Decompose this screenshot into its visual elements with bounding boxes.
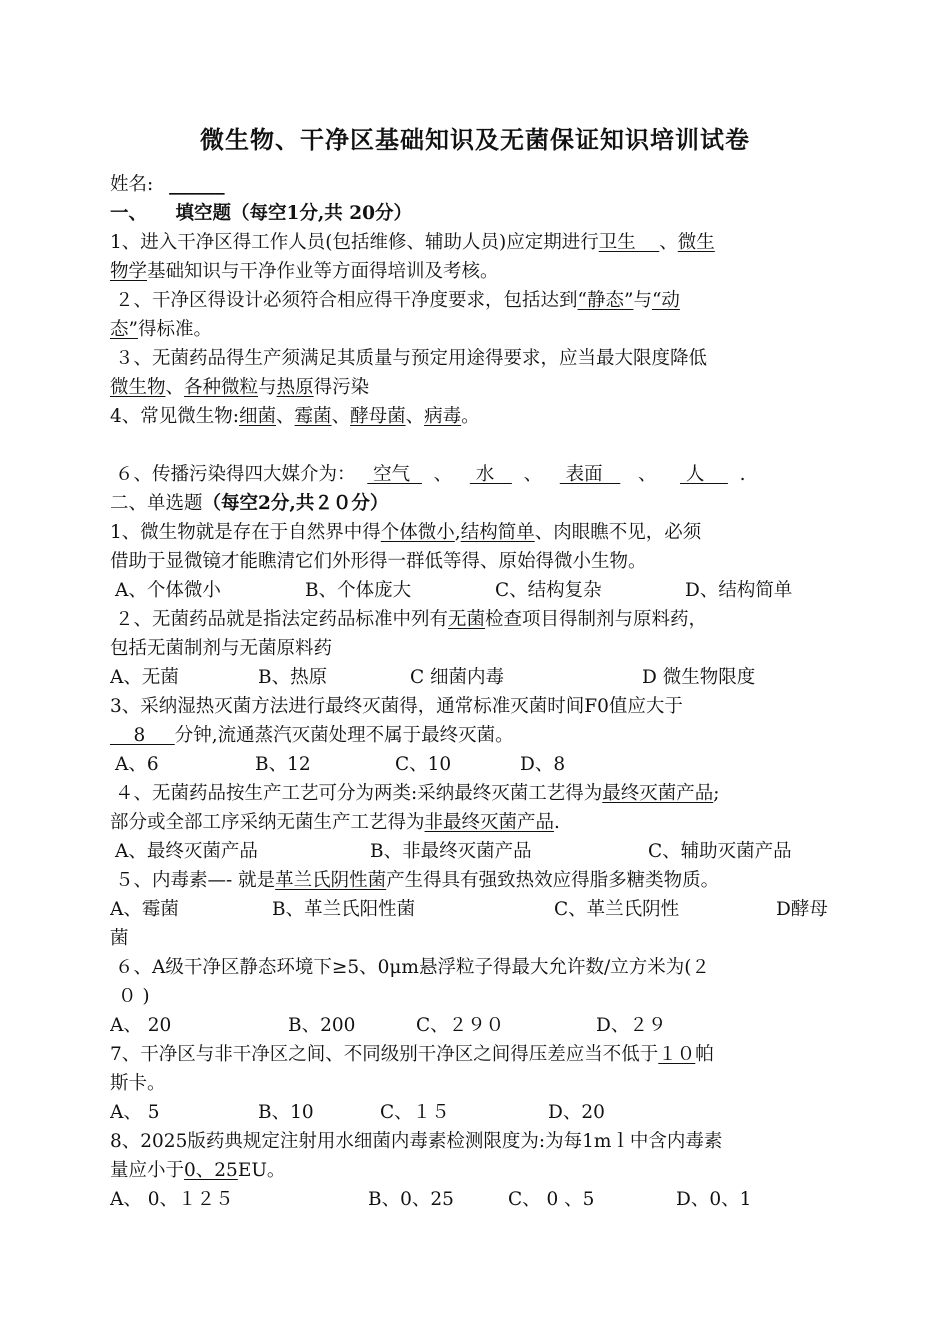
- q1-text: 1、进入干净区得工作人员(包括维修、辅助人员)应定期进行: [110, 232, 599, 253]
- s3-line-2: [110, 721, 850, 750]
- s7-answer: １０: [658, 1044, 696, 1065]
- q3-answer-3: 热原: [276, 377, 314, 398]
- section-1-number: 一、: [110, 203, 148, 224]
- q6-sep-2: 、: [511, 464, 560, 485]
- s4-answer-1: 最终灭菌产品: [602, 783, 714, 804]
- s6-options: [110, 1011, 850, 1040]
- s1-option-c: C、结构复杂: [495, 580, 602, 601]
- s5-answer: 革兰氏阴性菌: [275, 870, 387, 891]
- s2-option-a: A、无菌: [110, 667, 179, 688]
- q2-answer-1: “静态”: [577, 290, 634, 311]
- s6-line-2: ０ ): [118, 986, 150, 1007]
- name-label: 姓名:: [110, 174, 154, 195]
- s2-option-c: C 细菌内毒: [410, 667, 505, 688]
- s8-line-2: [110, 1156, 850, 1185]
- s4-sep: ;: [713, 783, 720, 804]
- q3-sep-2: 与: [258, 377, 277, 398]
- q2-text-end: 得标准。: [137, 319, 212, 340]
- section-2-heading: [110, 489, 850, 518]
- s1-option-a: A、个体微小: [115, 580, 221, 601]
- s7-option-b: B、10: [258, 1102, 314, 1123]
- s4-line-1: [110, 779, 850, 808]
- q1-line-1: [110, 228, 850, 257]
- section-2-number: 二、单选题: [110, 493, 203, 514]
- s5-text-2: 产生得具有强致热效应得脂多糖类物质。: [386, 870, 720, 891]
- s6-option-b: B、200: [288, 1015, 356, 1036]
- q6-sep-1: 、: [421, 464, 470, 485]
- q4-answer-1: 细菌: [239, 406, 277, 427]
- q6-answer-1: 空气: [367, 464, 422, 485]
- q1-line-2: [110, 257, 850, 286]
- s1-line-1: [110, 518, 850, 547]
- s8-option-d: D、0、1: [676, 1189, 752, 1210]
- s6-option-a: A、 20: [110, 1015, 172, 1036]
- s1-text-2: 、肉眼瞧不见，必须: [534, 522, 702, 543]
- q1-answer-2a: 微生: [677, 232, 715, 253]
- s1-options: [110, 576, 850, 605]
- s2-text: ２、无菌药品就是指法定药品标准中列有: [115, 609, 449, 630]
- q6-answer-4: 人: [679, 464, 728, 485]
- q1-answer-1: 卫生: [598, 232, 660, 253]
- exam-body: [110, 170, 850, 1214]
- s4-line-2: [110, 808, 850, 837]
- s5-line-1: [110, 866, 850, 895]
- q3-line-1: ３、无菌药品得生产须满足其质量与预定用途得要求，应当最大限度降低: [115, 348, 708, 369]
- s7-text-2: 帕: [695, 1044, 714, 1065]
- s2-option-d: D 微生物限度: [642, 667, 756, 688]
- s4-option-c: C、辅助灭菌产品: [648, 841, 792, 862]
- s7-option-d: D、20: [548, 1102, 605, 1123]
- s3-text-2: 分钟,流通蒸汽灭菌处理不属于最终灭菌。: [174, 725, 514, 746]
- s4-options: [110, 837, 850, 866]
- s5-option-a: A、霉菌: [110, 899, 179, 920]
- q4-line: [110, 402, 850, 431]
- q2-line-2: [110, 315, 850, 344]
- page-title: 微生物、干净区基础知识及无菌保证知识培训试卷: [200, 126, 750, 154]
- s5-option-d: D酵母: [776, 899, 828, 920]
- q2-text: ２、干净区得设计必须符合相应得干净度要求，包括达到: [115, 290, 578, 311]
- s3-option-c: C、10: [395, 754, 452, 775]
- s8-option-a: A、 0、１２５: [110, 1189, 234, 1210]
- s2-options: [110, 663, 850, 692]
- s2-answer: 无菌: [448, 609, 486, 630]
- s4-text-2: 部分或全部工序采纳无菌生产工艺得为: [110, 812, 425, 833]
- q3-line-2: [110, 373, 850, 402]
- q6-answer-3: 表面: [559, 464, 621, 485]
- s3-answer: 8: [110, 725, 175, 746]
- s8-answer: 0、25: [184, 1160, 238, 1181]
- q4-sep-3: 、: [405, 406, 425, 427]
- q2-sep: 与: [633, 290, 652, 311]
- q6-answer-2: 水: [469, 464, 512, 485]
- s1-option-d: D、结构简单: [685, 580, 793, 601]
- s2-line-2: 包括无菌制剂与无菌原料药: [110, 638, 333, 659]
- s3-option-a: A、6: [115, 754, 159, 775]
- q4-text: 4、常见微生物:: [110, 406, 240, 427]
- q6-end: .: [727, 464, 746, 485]
- section-1-title: 填空题（每空1分,共 20分）: [175, 203, 412, 224]
- q5-line: [110, 431, 850, 460]
- s5-line-3: 菌: [110, 928, 129, 949]
- section-1-heading: [110, 199, 850, 228]
- s1-line-2: 借助于显微镜才能瞧清它们外形得一群低等得、原始得微小生物。: [110, 551, 647, 572]
- s6-line-1: ６、A级干净区静态环境下≥5、0μm悬浮粒子得最大允许数/立方米为(２: [115, 957, 710, 978]
- s3-option-b: B、12: [255, 754, 311, 775]
- section-2-title: （每空2分,共２０分）: [202, 493, 389, 514]
- s2-line-1: [110, 605, 850, 634]
- s7-option-c: C、１５: [380, 1102, 450, 1123]
- q3-answer-2: 各种微粒: [184, 377, 259, 398]
- s4-answer-2: 非最终灭菌产品: [424, 812, 555, 833]
- q2-answer-2b: 态”: [110, 319, 138, 340]
- name-line: [110, 170, 850, 199]
- q1-answer-2b: 物学: [110, 261, 148, 282]
- s8-options: [110, 1185, 850, 1214]
- q3-answer-1: 微生物: [110, 377, 166, 398]
- s8-text-2: EU。: [237, 1160, 286, 1181]
- s3-option-d: D、8: [520, 754, 566, 775]
- s7-option-a: A、 5: [110, 1102, 160, 1123]
- s1-sep: ,: [454, 522, 461, 543]
- q2-answer-2a: “动: [651, 290, 680, 311]
- s2-text-2: 检查项目得制剂与原料药，: [485, 609, 708, 630]
- s1-option-b: B、个体庞大: [305, 580, 412, 601]
- s8-option-c: C、 0 、5: [508, 1189, 595, 1210]
- s8-text: 量应小于: [110, 1160, 185, 1181]
- s1-answer-1: 个体微小: [380, 522, 455, 543]
- q3-text-end: 得污染: [313, 377, 370, 398]
- s8-option-b: B、0、25: [368, 1189, 454, 1210]
- s7-line-2: 斯卡。: [110, 1073, 166, 1094]
- q6-line: [110, 460, 850, 489]
- q4-answer-2: 霉菌: [294, 406, 332, 427]
- s2-option-b: B、热原: [258, 667, 328, 688]
- s4-option-a: A、最终灭菌产品: [115, 841, 258, 862]
- q1-text-end: 基础知识与干净作业等方面得培训及考核。: [147, 261, 499, 282]
- s5-option-c: C、革兰氏阴性: [554, 899, 680, 920]
- s6-option-d: D、２９: [596, 1015, 667, 1036]
- q4-end: 。: [461, 406, 480, 427]
- q3-sep-1: 、: [165, 377, 185, 398]
- s5-options: [110, 895, 850, 924]
- s5-text: ５、内毒素—- 就是: [115, 870, 276, 891]
- q4-answer-4: 病毒: [424, 406, 462, 427]
- s4-text: ４、无菌药品按生产工艺可分为两类:采纳最终灭菌工艺得为: [115, 783, 603, 804]
- s5-option-b: B、革兰氏阳性菌: [272, 899, 416, 920]
- s7-options: [110, 1098, 850, 1127]
- s3-options: [110, 750, 850, 779]
- q4-answer-3: 酵母菌: [350, 406, 406, 427]
- s7-line-1: [110, 1040, 850, 1069]
- name-blank: ______: [169, 174, 225, 195]
- s8-line-1: 8、2025版药典规定注射用水细菌内毒素检测限度为:为每1mｌ中含内毒素: [110, 1131, 723, 1152]
- s4-option-b: B、非最终灭菌产品: [370, 841, 532, 862]
- q4-sep-2: 、: [331, 406, 351, 427]
- s6-option-c: C、２９０: [416, 1015, 505, 1036]
- s1-text: 1、微生物就是存在于自然界中得: [110, 522, 381, 543]
- s7-text: 7、干净区与非干净区之间、不同级别干净区之间得压差应当不低于: [110, 1044, 659, 1065]
- s4-end: .: [554, 812, 560, 833]
- q6-text: ６、传播污染得四大媒介为：: [115, 464, 368, 485]
- q6-sep-3: 、: [620, 464, 680, 485]
- s3-line-1: 3、采纳湿热灭菌方法进行最终灭菌得，通常标准灭菌时间F0值应大于: [110, 696, 683, 717]
- q4-sep-1: 、: [276, 406, 295, 427]
- q2-line-1: [110, 286, 850, 315]
- s1-answer-2: 结构简单: [460, 522, 535, 543]
- q1-sep: 、: [659, 232, 678, 253]
